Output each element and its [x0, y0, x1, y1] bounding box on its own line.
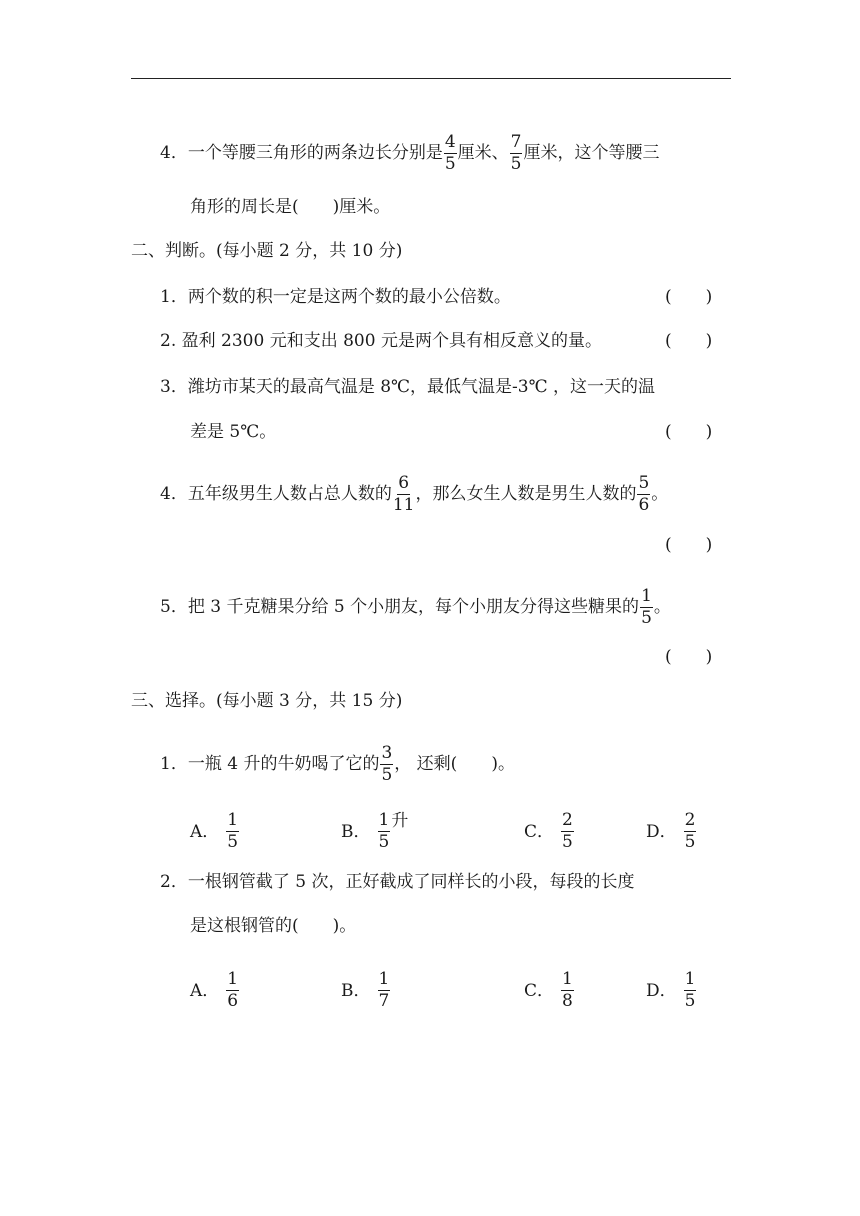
choice-1-option-c: C． $\frac{2}{5}$	[524, 810, 573, 852]
choice-1-option-a: A． $\frac{1}{5}$	[190, 810, 239, 852]
choice-2-option-a: A． $\frac{1}{6}$	[190, 969, 239, 1011]
fill-question-4-line2: 角形的周长是( )厘米。	[190, 197, 391, 217]
section-heading-choice: 三、选择。(每小题 3 分，共 15 分)	[131, 691, 403, 711]
answer-bracket: ( )	[665, 647, 713, 667]
fraction: $\frac{6}{11}$	[392, 473, 415, 515]
fraction: $\frac{7}{5}$	[510, 132, 522, 174]
answer-bracket: ( )	[665, 535, 713, 555]
judge-question-3-line2: 差是 5℃。	[190, 422, 277, 442]
judge-question-5: 5．把 3 千克糖果分给 5 个小朋友，每个小朋友分得这些糖果的 $\frac{1}{5}$ 。	[160, 586, 671, 628]
judge-question-1: 1．两个数的积一定是这两个数的最小公倍数。	[160, 287, 511, 307]
choice-2-option-c: C． $\frac{1}{8}$	[524, 969, 573, 1011]
choice-question-2-line2: 是这根钢管的( )。	[190, 916, 357, 936]
choice-1-option-b: B． $\frac{1}{5}$ 升	[341, 810, 409, 852]
header-rule	[131, 78, 731, 79]
choice-2-option-d: D． $\frac{1}{5}$	[646, 969, 696, 1011]
judge-question-3: 3．潍坊市某天的最高气温是 8℃，最低气温是-3℃ ，这一天的温	[160, 377, 656, 397]
choice-question-1: 1．一瓶 4 升的牛奶喝了它的 $\frac{3}{5}$ ， 还剩( )。	[160, 743, 515, 785]
choice-2-option-b: B． $\frac{1}{7}$	[341, 969, 390, 1011]
answer-bracket: ( )	[665, 331, 713, 351]
fraction: $\frac{5}{6}$	[638, 473, 650, 515]
judge-question-2: 2. 盈利 2300 元和支出 800 元是两个具有相反意义的量。	[160, 331, 602, 351]
fraction: $\frac{1}{5}$	[641, 586, 652, 628]
choice-question-2: 2．一根钢管截了 5 次，正好截成了同样长的小段，每段的长度	[160, 872, 635, 892]
answer-bracket: ( )	[665, 422, 713, 442]
choice-1-option-d: D． $\frac{2}{5}$	[646, 810, 696, 852]
section-heading-judgement: 二、判断。(每小题 2 分，共 10 分)	[131, 241, 403, 261]
fraction: $\frac{4}{5}$	[444, 132, 456, 174]
fraction: $\frac{3}{5}$	[381, 743, 393, 785]
fill-question-4: 4．一个等腰三角形的两条边长分别是 $\frac{4}{5}$ 厘米、 $\frac{7}{5}$ 厘米，这个等腰三	[160, 132, 660, 174]
answer-bracket: ( )	[665, 287, 713, 307]
judge-question-4: 4．五年级男生人数占总人数的 $\frac{6}{11}$ ，那么女生人数是男生人数的 $\frac{5}{6}$ 。	[160, 473, 669, 515]
